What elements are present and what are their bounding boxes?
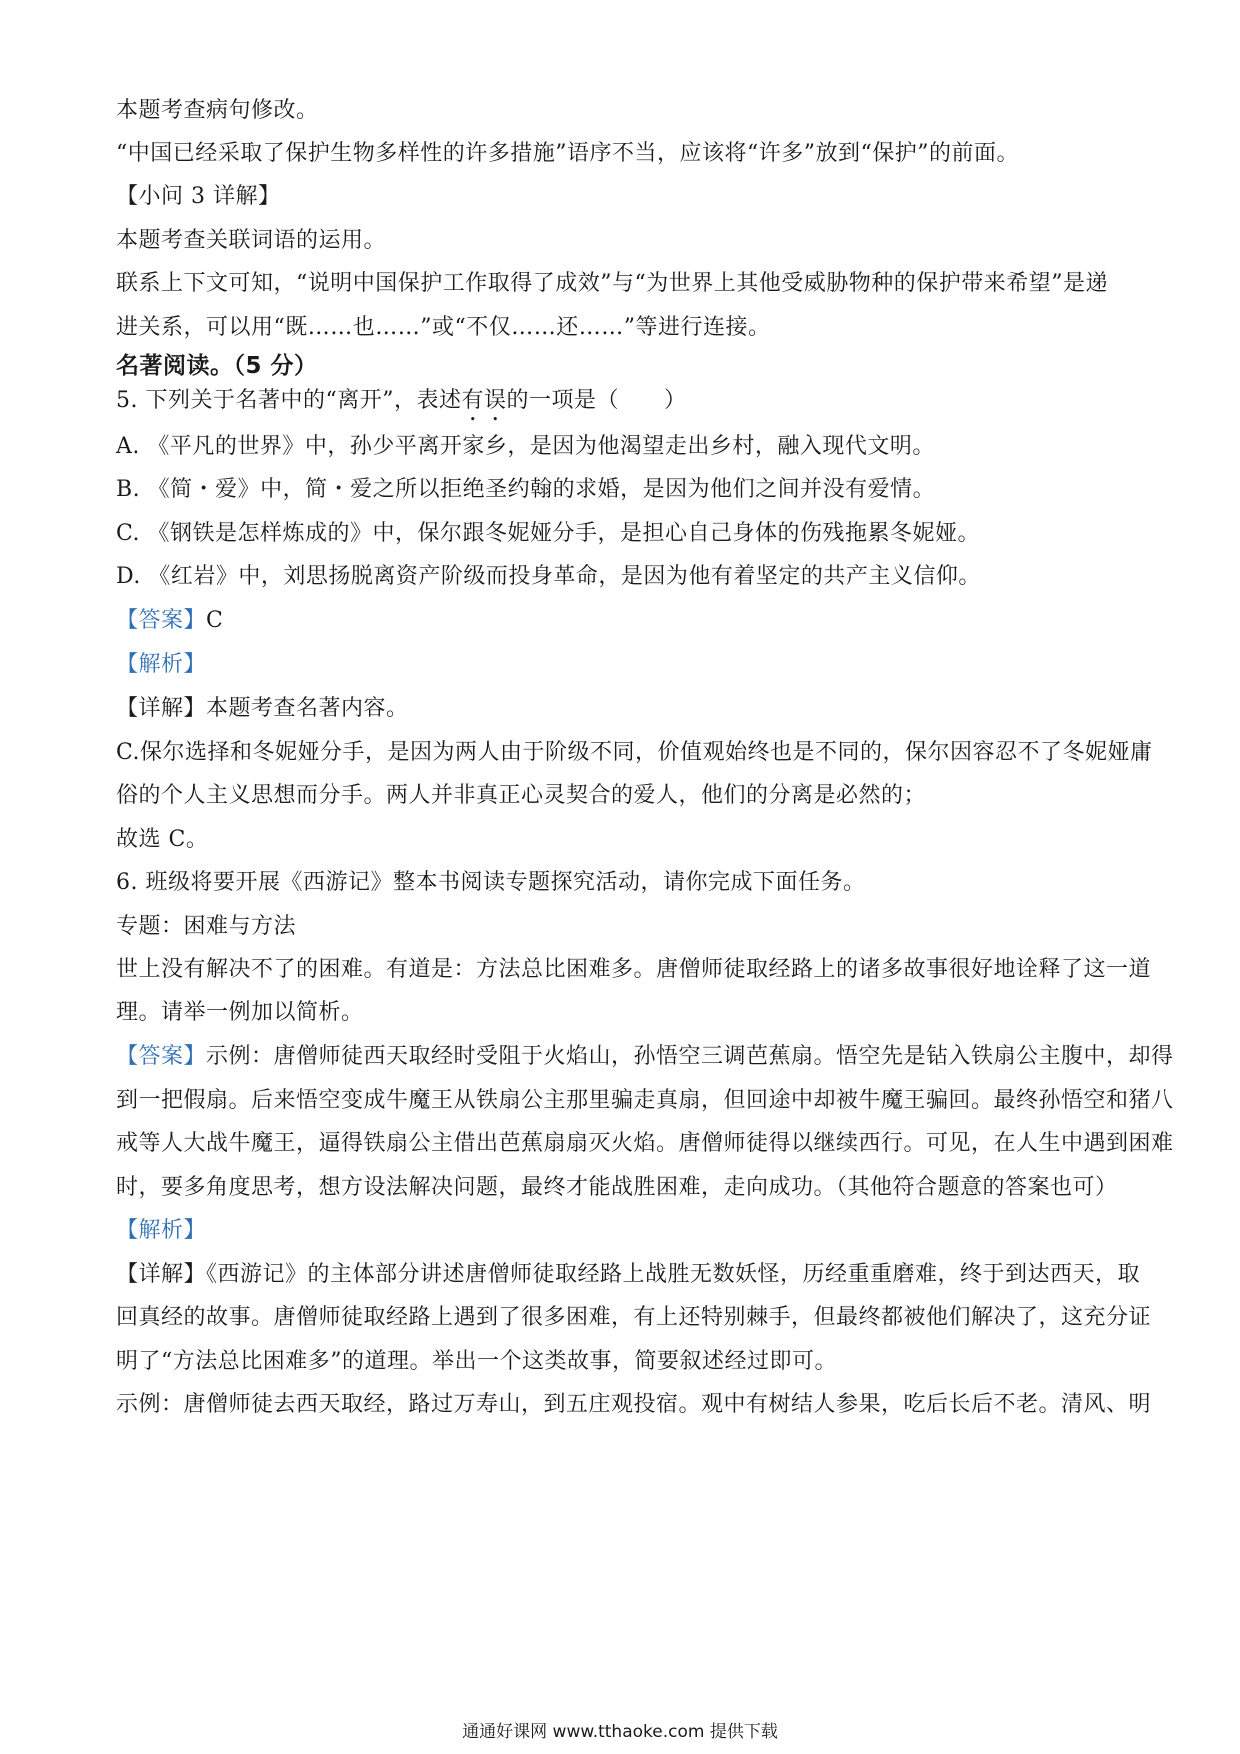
text-line: 世上没有解决不了的困难。有道是：方法总比困难多。唐僧师徒取经路上的诸多故事很好地诠释了这一道: [116, 957, 1152, 982]
text-line: 示例：唐僧师徒去西天取经，路过万寿山，到五庄观投宿。观中有树结人参果，吃后长后不老。清风、明: [116, 1392, 1152, 1417]
text-line: 【详解】《西游记》的主体部分讲述唐僧师徒取经路上战胜无数妖怪，历经重重磨难，终于到达西天，取: [116, 1262, 1141, 1287]
text-line: 俗的个人主义思想而分手。两人并非真正心灵契合的爱人，他们的分离是必然的；: [116, 783, 927, 808]
text-line: 理。请举一例加以简析。: [116, 1000, 364, 1025]
question-text: 的一项是（ ）: [506, 388, 687, 413]
question-6: 6. 班级将要开展《西游记》整本书阅读专题探究活动，请你完成下面任务。: [116, 870, 866, 895]
text-line: 戒等人大战牛魔王，逼得铁扇公主借出芭蕉扇扇灭火焰。唐僧师徒得以继续西行。可见，在人生中遇到困难: [116, 1131, 1174, 1156]
text-line: 时，要多角度思考，想方设法解决问题，最终才能战胜困难，走向成功。（其他符合题意的答案也可）: [116, 1175, 1118, 1200]
answer-line: [116, 606, 1146, 636]
text-line: 进关系，可以用“既……也……”或“不仅……还……”等进行连接。: [116, 315, 771, 340]
text-line: 【详解】本题考查名著内容。: [116, 696, 409, 721]
text-line: 联系上下文可知，“说明中国保护工作取得了成效”与“为世界上其他受威胁物种的保护带来希望”是递: [116, 271, 1108, 296]
option-d: D. 《红岩》中，刘思扬脱离资产阶级而投身革命，是因为他有着坚定的共产主义信仰。: [116, 564, 981, 589]
page-footer: 通通好课网 www.tthaoke.com 提供下载: [462, 1722, 778, 1742]
question-text: 5. 下列关于名著中的“离开”，表述: [116, 388, 462, 413]
answer-value: C: [206, 608, 224, 633]
section-heading: 名著阅读。（5 分）: [116, 353, 318, 379]
text-line: 【小问 3 详解】: [116, 184, 281, 209]
text-line: 本题考查关联词语的运用。: [116, 228, 387, 253]
question-5: [116, 386, 1146, 426]
option-a: A. 《平凡的世界》中，孙少平离开家乡，是因为他渴望走出乡村，融入现代文明。: [116, 434, 935, 459]
text-line: “中国已经采取了保护生物多样性的许多措施”语序不当，应该将“许多”放到“保护”的前面。: [116, 141, 1019, 166]
text-line: C.保尔选择和冬妮娅分手，是因为两人由于阶级不同，价值观始终也是不同的，保尔因容忍不了冬妮娅庸: [116, 740, 1153, 765]
text-line: 明了“方法总比困难多”的道理。举出一个这类故事，简要叙述经过即可。: [116, 1349, 837, 1374]
emphasis-text: 有误: [461, 388, 507, 413]
text-line: 专题：困难与方法: [116, 914, 297, 939]
option-b: B. 《简・爱》中，简・爱之所以拒绝圣约翰的求婚，是因为他们之间并没有爱情。: [116, 477, 936, 502]
answer-tag: 【答案】: [116, 608, 207, 633]
answer-line: [116, 1042, 1174, 1072]
option-c: C. 《钢铁是怎样炼成的》中，保尔跟冬妮娅分手，是担心自己身体的伤残拖累冬妮娅。: [116, 521, 981, 546]
answer-tag: 【答案】: [116, 1044, 207, 1069]
text-line: 回真经的故事。唐僧师徒取经路上遇到了很多困难，有上还特别棘手，但最终都被他们解决了，这充分证: [116, 1305, 1152, 1330]
text-line: 故选 C。: [116, 827, 209, 852]
text-line: 本题考查病句修改。: [116, 98, 319, 123]
analysis-tag: 【解析】: [116, 1218, 207, 1243]
analysis-tag: 【解析】: [116, 652, 207, 677]
text-line: 到一把假扇。后来悟空变成牛魔王从铁扇公主那里骗走真扇，但回途中却被牛魔王骗回。最终孙悟空和猪八: [116, 1088, 1174, 1113]
answer-text: 示例：唐僧师徒西天取经时受阻于火焰山，孙悟空三调芭蕉扇。悟空先是钻入铁扇公主腹中，却得: [206, 1044, 1174, 1069]
